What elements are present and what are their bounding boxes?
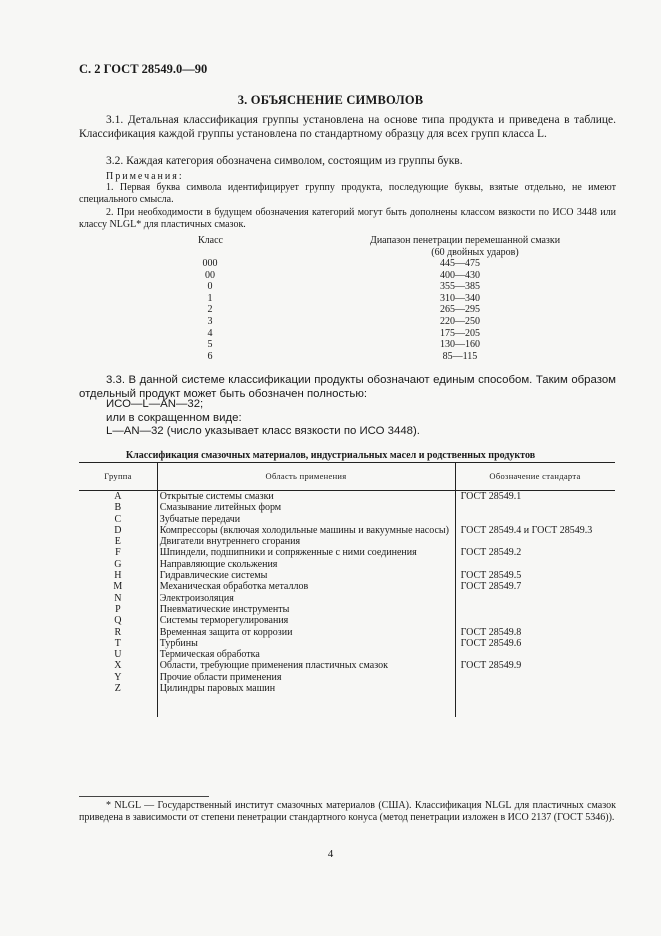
group-cell: Z: [114, 683, 121, 695]
standard-cell: [457, 502, 615, 513]
col-header-area: Область применения: [265, 471, 347, 481]
standard-cell: ГОСТ 28549.8: [460, 626, 522, 638]
group-cell: M: [113, 581, 123, 593]
penetration-range: 310—340: [440, 292, 480, 304]
penetration-range: 130—160: [440, 339, 480, 351]
group-cell: U: [114, 649, 122, 661]
group-cell: F: [115, 547, 121, 559]
area-cell: Направляющие скольжения: [159, 558, 278, 570]
note-2: 2. При необходимости в будущем обозначения категорий могут быть дополнены классом вязкости по ИСО 3448 или классу NLGL* для пластичных смазок.: [79, 207, 616, 231]
col-header-standard: Обозначение стандарта: [489, 471, 581, 481]
designation-short-intro: или в сокращенном виде:: [106, 412, 242, 424]
note-1: 1. Первая буква символа идентифицирует группу продукта, последующие буквы, взятые отдельно, не имеют специального смысла.: [79, 182, 616, 206]
table-row: [79, 604, 615, 615]
table-row: [79, 525, 615, 536]
standard-cell: [457, 672, 615, 683]
standard-cell: ГОСТ 28549.2: [460, 547, 522, 559]
penetration-table: [150, 258, 550, 362]
table-row: [79, 672, 615, 683]
penetration-row: [150, 258, 550, 270]
page-number: 4: [327, 848, 334, 860]
penetration-class: 4: [207, 327, 213, 339]
area-cell: Временная защита от коррозии: [159, 626, 293, 638]
standard-cell: [457, 536, 615, 547]
penetration-range: 445—475: [440, 258, 480, 269]
penetration-class: 0: [207, 281, 213, 293]
group-cell: T: [114, 637, 121, 649]
group-cell: A: [114, 491, 122, 502]
penetration-class: 3: [207, 315, 213, 327]
penetration-row: [150, 281, 550, 293]
penetration-range: 265—295: [440, 304, 480, 316]
penetration-range: 400—430: [440, 269, 480, 281]
area-cell: Системы терморегулирования: [159, 615, 289, 627]
page-header: С. 2 ГОСТ 28549.0—90: [79, 62, 208, 76]
penetration-range: 220—250: [440, 315, 480, 327]
group-cell: H: [114, 570, 122, 582]
penetration-row: [150, 270, 550, 282]
designation-short: L—AN—32 (число указывает класс вязкости по ИСО 3448).: [106, 425, 420, 437]
table-row: [79, 649, 615, 660]
group-cell: B: [114, 502, 122, 514]
table-row: [79, 627, 615, 638]
standard-cell: [457, 604, 615, 615]
group-cell: P: [115, 603, 121, 615]
penetration-class: 2: [207, 304, 213, 316]
penetration-range-header: Диапазон пенетрации перемешанной смазки: [370, 235, 561, 246]
table-row: [79, 593, 615, 604]
area-cell: Компрессоры (включая холодильные машины и вакуумные насосы): [159, 524, 449, 536]
col-header-group: Группа: [104, 471, 132, 481]
paragraph-3-2: 3.2. Каждая категория обозначена символом, состоящим из группы букв.: [106, 155, 463, 167]
standard-cell: ГОСТ 28549.4 и ГОСТ 28549.3: [460, 524, 593, 536]
table-row: [79, 514, 615, 525]
table-row: [79, 615, 615, 626]
penetration-class: 1: [207, 292, 213, 304]
table-row: [79, 491, 615, 502]
designation-full: ИСО—L—AN—32;: [106, 398, 204, 410]
penetration-class: 6: [207, 350, 213, 362]
group-cell: Q: [114, 615, 122, 627]
group-cell: G: [114, 558, 122, 570]
table-row: [79, 581, 615, 592]
table-row: [79, 638, 615, 649]
table-row: [79, 559, 615, 570]
table-row: [79, 536, 615, 547]
penetration-class: 5: [207, 339, 213, 351]
paragraph-3-1: 3.1. Детальная классификация группы установлена на основе типа продукта и приведена в таблице. Классификация каждой группы установлена по стандартному образцу для всех групп класса L.: [79, 114, 616, 140]
table-row: [79, 547, 615, 558]
area-cell: Цилиндры паровых машин: [159, 683, 276, 695]
area-cell: Области, требующие применения пластичных смазок: [159, 660, 388, 672]
area-cell: Двигатели внутреннего сгорания: [159, 536, 301, 548]
standard-cell: [457, 593, 615, 604]
classification-table-title: Классификация смазочных материалов, индустриальных масел и родственных продуктов: [125, 450, 536, 461]
standard-cell: ГОСТ 28549.1: [460, 491, 522, 502]
penetration-class-header: Класс: [198, 235, 223, 246]
footnote-divider: [79, 796, 209, 797]
group-cell: C: [114, 513, 122, 525]
classification-rows: [79, 491, 615, 694]
table-row: [79, 660, 615, 671]
notes-label: Примечания:: [106, 171, 184, 182]
standard-cell: [457, 615, 615, 626]
area-cell: Шпиндели, подшипники и сопряженные с ними соединения: [159, 547, 417, 559]
area-cell: Гидравлические системы: [159, 570, 268, 582]
area-cell: Механическая обработка металлов: [159, 581, 309, 593]
penetration-class: 000: [202, 258, 218, 269]
penetration-row: [150, 328, 550, 340]
area-cell: Смазывание литейных форм: [159, 502, 282, 514]
standard-cell: [457, 559, 615, 570]
area-cell: Прочие области применения: [159, 671, 282, 683]
group-cell: D: [114, 524, 122, 536]
penetration-row: [150, 293, 550, 305]
penetration-range: 85—115: [442, 350, 478, 362]
standard-cell: [457, 649, 615, 660]
area-cell: Электроизоляция: [159, 592, 234, 604]
group-cell: R: [114, 626, 122, 638]
area-cell: Термическая обработка: [159, 649, 260, 661]
group-cell: E: [114, 536, 121, 548]
section-title: 3. ОБЪЯСНЕНИЕ СИМВОЛОВ: [237, 93, 424, 107]
penetration-row: [150, 316, 550, 328]
table-row: [79, 570, 615, 581]
table-row: [79, 683, 615, 694]
paragraph-3-3: 3.3. В данной системе классификации продукты обозначают единым способом. Таким образом отдельный продукт может быть обозначен полностью:: [79, 374, 616, 400]
penetration-row: [150, 339, 550, 351]
penetration-row: [150, 351, 550, 363]
penetration-range: 355—385: [440, 281, 480, 293]
standard-cell: [457, 683, 615, 694]
standard-cell: [457, 514, 615, 525]
penetration-range: 175—205: [440, 327, 480, 339]
group-cell: N: [114, 592, 122, 604]
standard-cell: ГОСТ 28549.9: [460, 660, 522, 672]
standard-cell: ГОСТ 28549.7: [460, 581, 522, 593]
area-cell: Открытые системы смазки: [159, 491, 274, 502]
penetration-row: [150, 304, 550, 316]
area-cell: Зубчатые передачи: [159, 513, 241, 525]
footnote: * NLGL — Государственный институт смазочных материалов (США). Классификация NLGL для пластичных смазок приведена в зависимости от степени пенетрации стандартного конуса (метод пенетрации изложен в ИСО 2137 (ГОСТ 5346)).: [79, 800, 616, 824]
group-cell: Y: [114, 671, 122, 683]
penetration-range-unit: (60 двойных ударов): [431, 247, 519, 258]
classification-table: [79, 462, 615, 717]
area-cell: Турбины: [159, 637, 198, 649]
table-row: [79, 502, 615, 513]
penetration-class: 00: [205, 269, 215, 281]
standard-cell: ГОСТ 28549.5: [460, 570, 522, 582]
group-cell: X: [114, 660, 122, 672]
area-cell: Пневматические инструменты: [159, 603, 290, 615]
standard-cell: ГОСТ 28549.6: [460, 637, 522, 649]
